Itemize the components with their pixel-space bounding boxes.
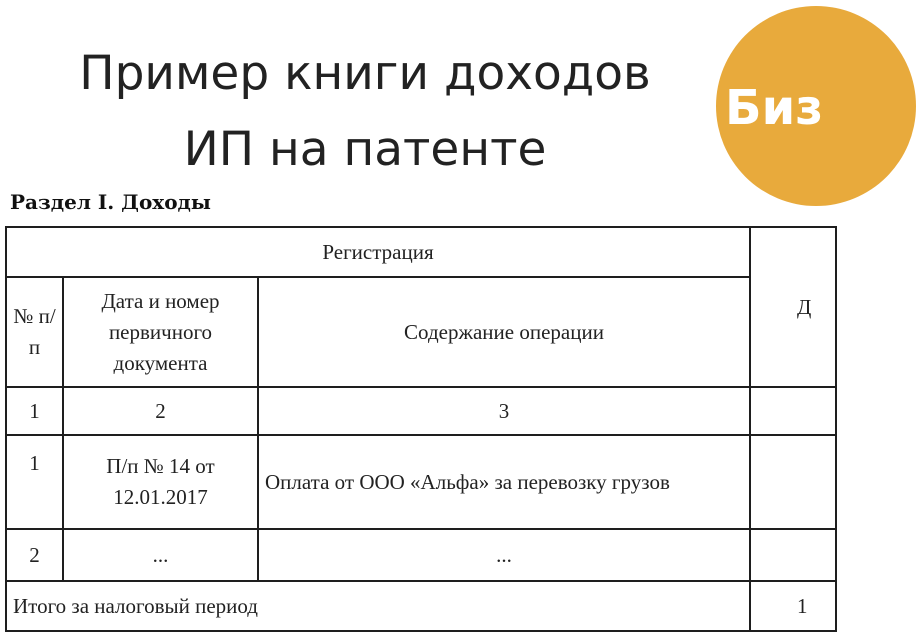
- col-content-header: Содержание операции: [258, 277, 750, 387]
- group-header: Регистрация: [6, 227, 750, 277]
- col-right-header: Д: [750, 227, 836, 387]
- row-right: [750, 435, 836, 529]
- total-right: 1: [750, 581, 836, 631]
- total-row: [6, 581, 836, 631]
- column-number-row: [6, 387, 836, 435]
- row-content: Оплата от ООО «Альфа» за перевозку грузов: [258, 435, 750, 529]
- row-num: 2: [6, 529, 63, 581]
- col-doc-header: Дата и номер первичного документа: [63, 277, 258, 387]
- logo-text: Биз: [725, 80, 824, 136]
- row-doc: П/п № 14 от 12.01.2017: [63, 435, 258, 529]
- col-num-header: № п/п: [6, 277, 63, 387]
- title-line-1: Пример книги доходов: [79, 46, 651, 101]
- section-title: Раздел I. Доходы: [10, 190, 211, 214]
- table-row: [6, 529, 836, 581]
- row-content: ...: [258, 529, 750, 581]
- page-title: [0, 36, 730, 188]
- table-row: [6, 435, 836, 529]
- table-header-row: [6, 227, 836, 277]
- table-subheader-row: [6, 277, 836, 387]
- brand-logo: [716, 6, 916, 206]
- row-right: [750, 529, 836, 581]
- total-label: Итого за налоговый период: [6, 581, 750, 631]
- column-number: [750, 387, 836, 435]
- income-book-table: [5, 226, 837, 632]
- title-line-2: ИП на патенте: [183, 122, 547, 177]
- column-number: 2: [63, 387, 258, 435]
- column-number: 3: [258, 387, 750, 435]
- row-num: 1: [6, 435, 63, 529]
- row-doc: ...: [63, 529, 258, 581]
- column-number: 1: [6, 387, 63, 435]
